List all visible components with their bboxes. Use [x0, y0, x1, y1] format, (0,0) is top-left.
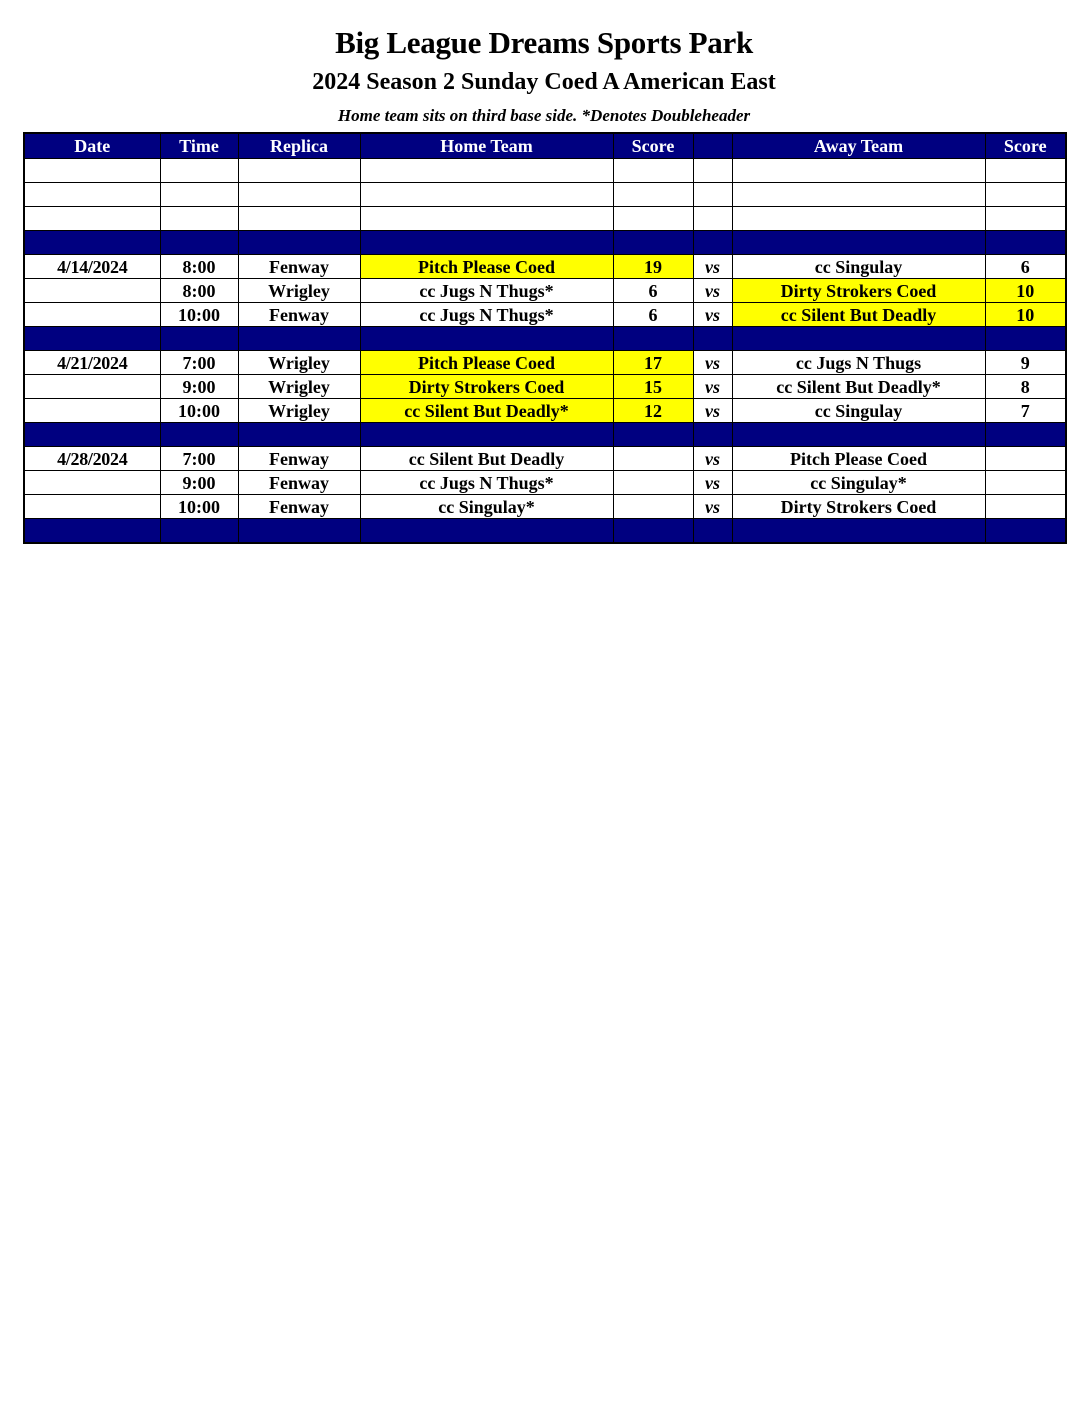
game-row: [24, 255, 1066, 279]
away-team: cc Singulay*: [732, 471, 985, 495]
home-team: cc Jugs N Thugs*: [360, 303, 613, 327]
blank-cell: [360, 207, 613, 231]
vs-label: vs: [693, 399, 732, 423]
blank-cell: [693, 207, 732, 231]
separator-cell: [732, 231, 985, 255]
page-title: Big League Dreams Sports Park: [335, 25, 753, 60]
header-home-score: Score: [613, 133, 693, 159]
separator-cell: [693, 327, 732, 351]
separator-cell: [613, 327, 693, 351]
blank-cell: [613, 159, 693, 183]
blank-cell: [24, 159, 160, 183]
away-team: cc Silent But Deadly*: [732, 375, 985, 399]
away-score: 6: [985, 255, 1066, 279]
blank-cell: [160, 159, 238, 183]
game-row: [24, 303, 1066, 327]
separator-cell: [732, 423, 985, 447]
home-team: cc Jugs N Thugs*: [360, 471, 613, 495]
game-row: [24, 375, 1066, 399]
game-row: [24, 471, 1066, 495]
separator-cell: [160, 519, 238, 544]
table-header: [24, 133, 1066, 159]
away-score: [985, 447, 1066, 471]
separator-row: [24, 519, 1066, 544]
header-replica: Replica: [238, 133, 360, 159]
away-score: 8: [985, 375, 1066, 399]
blank-cell: [693, 183, 732, 207]
game-row: [24, 279, 1066, 303]
game-replica: Fenway: [238, 471, 360, 495]
game-time: 9:00: [160, 471, 238, 495]
separator-cell: [985, 519, 1066, 544]
vs-label: vs: [693, 255, 732, 279]
away-team: cc Singulay: [732, 399, 985, 423]
separator-cell: [732, 519, 985, 544]
blank-cell: [985, 207, 1066, 231]
game-date: 4/14/2024: [24, 255, 160, 279]
game-replica: Wrigley: [238, 375, 360, 399]
header-away-score: Score: [985, 133, 1066, 159]
vs-label: vs: [693, 279, 732, 303]
blank-cell: [24, 207, 160, 231]
separator-cell: [238, 231, 360, 255]
separator-cell: [360, 519, 613, 544]
away-team: Dirty Strokers Coed: [732, 495, 985, 519]
away-score: 7: [985, 399, 1066, 423]
vs-label: vs: [693, 375, 732, 399]
separator-cell: [693, 231, 732, 255]
away-score: [985, 471, 1066, 495]
header-home-team: Home Team: [360, 133, 613, 159]
away-score: 10: [985, 279, 1066, 303]
away-team: Pitch Please Coed: [732, 447, 985, 471]
blank-cell: [238, 207, 360, 231]
game-date: [24, 375, 160, 399]
home-score: [613, 495, 693, 519]
game-time: 10:00: [160, 495, 238, 519]
game-date: 4/21/2024: [24, 351, 160, 375]
separator-cell: [238, 423, 360, 447]
vs-label: vs: [693, 471, 732, 495]
game-time: 7:00: [160, 447, 238, 471]
away-score: [985, 495, 1066, 519]
blank-cell: [238, 159, 360, 183]
blank-cell: [732, 183, 985, 207]
away-team: cc Silent But Deadly: [732, 303, 985, 327]
home-score: 12: [613, 399, 693, 423]
game-replica: Fenway: [238, 255, 360, 279]
separator-cell: [360, 327, 613, 351]
game-replica: Wrigley: [238, 279, 360, 303]
blank-cell: [238, 183, 360, 207]
home-team: cc Silent But Deadly*: [360, 399, 613, 423]
separator-cell: [360, 423, 613, 447]
schedule-note: Home team sits on third base side. *Denotes Doubleheader: [337, 106, 751, 125]
away-team: Dirty Strokers Coed: [732, 279, 985, 303]
header-time: Time: [160, 133, 238, 159]
vs-label: vs: [693, 351, 732, 375]
away-team: cc Singulay: [732, 255, 985, 279]
home-score: [613, 471, 693, 495]
blank-cell: [732, 207, 985, 231]
game-time: 9:00: [160, 375, 238, 399]
home-score: 17: [613, 351, 693, 375]
home-team: Pitch Please Coed: [360, 351, 613, 375]
separator-row: [24, 423, 1066, 447]
game-date: [24, 303, 160, 327]
blank-row: [24, 207, 1066, 231]
separator-cell: [238, 519, 360, 544]
game-date: [24, 279, 160, 303]
away-score: 10: [985, 303, 1066, 327]
blank-cell: [360, 183, 613, 207]
vs-label: vs: [693, 495, 732, 519]
separator-cell: [613, 519, 693, 544]
home-score: 15: [613, 375, 693, 399]
game-replica: Wrigley: [238, 399, 360, 423]
home-team: cc Silent But Deadly: [360, 447, 613, 471]
game-time: 8:00: [160, 279, 238, 303]
separator-cell: [985, 231, 1066, 255]
home-score: [613, 447, 693, 471]
schedule-table: [23, 132, 1067, 544]
blank-cell: [693, 159, 732, 183]
home-team: cc Jugs N Thugs*: [360, 279, 613, 303]
separator-row: [24, 327, 1066, 351]
vs-label: vs: [693, 303, 732, 327]
separator-cell: [732, 327, 985, 351]
separator-cell: [24, 231, 160, 255]
game-date: [24, 471, 160, 495]
separator-cell: [160, 231, 238, 255]
game-replica: Fenway: [238, 447, 360, 471]
table-body: [24, 159, 1066, 544]
game-date: [24, 495, 160, 519]
separator-cell: [238, 327, 360, 351]
blank-row: [24, 159, 1066, 183]
blank-row: [24, 183, 1066, 207]
game-time: 10:00: [160, 303, 238, 327]
game-time: 10:00: [160, 399, 238, 423]
home-score: 6: [613, 279, 693, 303]
separator-cell: [985, 327, 1066, 351]
game-date: [24, 399, 160, 423]
blank-cell: [985, 159, 1066, 183]
home-team: Pitch Please Coed: [360, 255, 613, 279]
home-team: Dirty Strokers Coed: [360, 375, 613, 399]
separator-cell: [613, 231, 693, 255]
separator-cell: [24, 327, 160, 351]
blank-cell: [613, 183, 693, 207]
home-score: 19: [613, 255, 693, 279]
game-date: 4/28/2024: [24, 447, 160, 471]
blank-cell: [732, 159, 985, 183]
game-row: [24, 351, 1066, 375]
blank-cell: [160, 183, 238, 207]
separator-cell: [360, 231, 613, 255]
game-replica: Fenway: [238, 303, 360, 327]
game-time: 8:00: [160, 255, 238, 279]
separator-cell: [24, 519, 160, 544]
game-row: [24, 495, 1066, 519]
separator-cell: [693, 423, 732, 447]
separator-cell: [985, 423, 1066, 447]
header-row: [24, 133, 1066, 159]
separator-cell: [160, 423, 238, 447]
game-row: [24, 447, 1066, 471]
separator-cell: [24, 423, 160, 447]
header-date: Date: [24, 133, 160, 159]
away-team: cc Jugs N Thugs: [732, 351, 985, 375]
separator-cell: [693, 519, 732, 544]
header-away-team: Away Team: [732, 133, 985, 159]
blank-cell: [985, 183, 1066, 207]
blank-cell: [613, 207, 693, 231]
separator-row: [24, 231, 1066, 255]
header-vs: [693, 133, 732, 159]
game-replica: Wrigley: [238, 351, 360, 375]
separator-cell: [160, 327, 238, 351]
blank-cell: [24, 183, 160, 207]
vs-label: vs: [693, 447, 732, 471]
blank-cell: [360, 159, 613, 183]
game-row: [24, 399, 1066, 423]
home-team: cc Singulay*: [360, 495, 613, 519]
game-replica: Fenway: [238, 495, 360, 519]
separator-cell: [613, 423, 693, 447]
page-subtitle: 2024 Season 2 Sunday Coed A American East: [312, 69, 776, 95]
game-time: 7:00: [160, 351, 238, 375]
blank-cell: [160, 207, 238, 231]
away-score: 9: [985, 351, 1066, 375]
home-score: 6: [613, 303, 693, 327]
